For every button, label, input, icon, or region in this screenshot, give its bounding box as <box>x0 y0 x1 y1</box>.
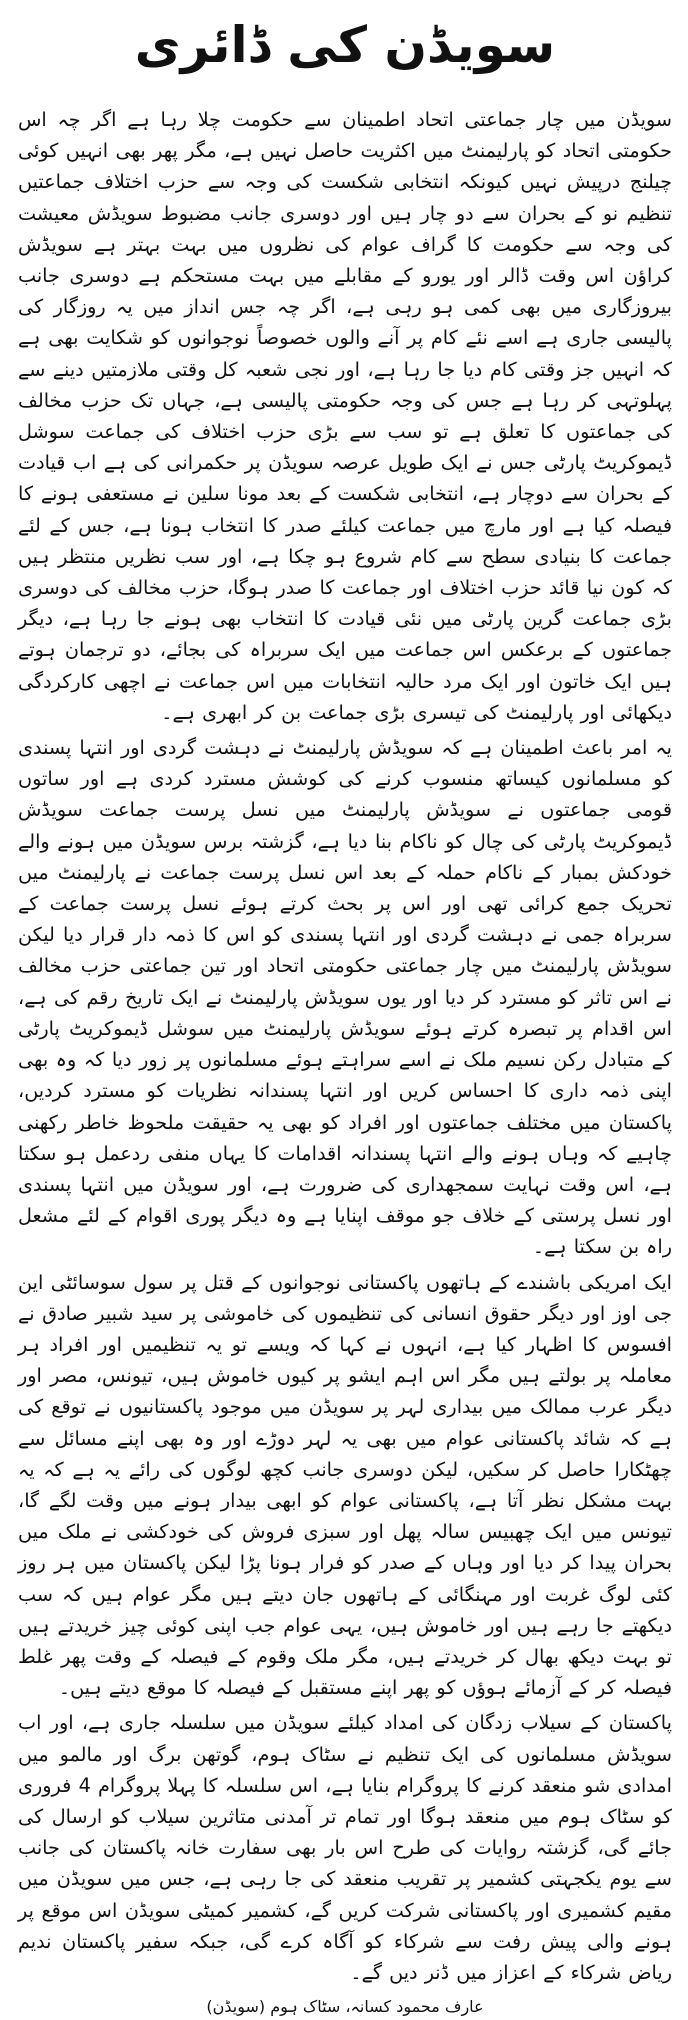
article-paragraph: یہ امر باعث اطمینان ہے کہ سویڈش پارلیمنٹ نے دہشت گردی اور انتہا پسندی کو مسلمانوں کیساتھ منسوب کرنے کی کوشش مسترد کردی ہے اور ساتوں قومی جماعتوں نے سویڈش پارلیمنٹ میں نسل پرست جماعت سویڈش ڈیموکریٹ پارٹی کی چال کو ناکام بنا دیا ہے، گزشتہ برس سویڈن میں ہونے والے خودکش بمبار کے ناکام حملہ کے بعد اس نسل پرست جماعت نے پارلیمنٹ میں تحریک جمع کرائی تھی اور اس پر بحث کرتے ہوئے نسل پرست جماعت کے سربراہ جمی نے دہشت گردی اور انتہا پسندی کو اس کا ذمہ دار قرار دیا لیکن سویڈش پارلیمنٹ میں چار جماعتی حکومتی اتحاد اور تین جماعتی حزب مخالف نے اس تاثر کو مسترد کر دیا اور یوں سویڈش پارلیمنٹ نے ایک تاریخ رقم کی ہے، اس اقدام پر تبصرہ کرتے ہوئے سویڈش پارلیمنٹ میں سوشل ڈیموکریٹ پارٹی کے متبادل رکن نسیم ملک نے اسے سراہتے ہوئے مسلمانوں پر زور دیا کہ وہ بھی اپنی ذمہ داری کا احساس کریں اور انتہا پسندانہ نظریات کو مسترد کردیں، پاکستان میں مختلف جماعتوں اور افراد کو بھی یہ حقیقت ملحوظ خاطر رکھنی چاہیے کہ وہاں ہونے والے انتہا پسندانہ اقدامات کا یہاں منفی ردعمل ہو سکتا ہے، اس وقت نہایت سمجھداری کی ضرورت ہے، اور سویڈن میں انتہا پسندی اور نسل پرستی کے خلاف جو موقف اپنایا ہے وہ دیگر پوری اقوام کے لئے مشعل راہ بن سکتا ہے۔ <box>18 736 672 1259</box>
article-title: سویڈن کی ڈائری <box>134 16 556 74</box>
article-paragraph: ایک امریکی باشندے کے ہاتھوں پاکستانی نوجوانوں کے قتل پر سول سوسائٹی این جی اوز اور دیگر حقوق انسانی کی تنظیموں کی خاموشی پر سید شبیر صادق نے افسوس کا اظہار کیا ہے، انہوں نے کہا کہ ویسے تو یہ تنظیمیں اور افراد ہر معاملہ پر بولتے ہیں مگر اس اہم ایشو پر کیوں خاموش ہیں، تیونس، مصر اور دیگر عرب ممالک میں بیداری لہر پر سویڈن میں موجود پاکستانیوں نے توقع کی ہے کہ شائد پاکستانی عوام میں بھی یہ لہر دوڑے اور وہ بھی اپنے مسائل سے چھٹکارا حاصل کر سکیں، لیکن دوسری جانب کچھ لوگوں کی رائے یہ ہے کہ یہ بہت مشکل نظر آتا ہے، پاکستانی عوام کو ابھی بیدار ہونے میں وقت لگے گا، تیونس میں ایک چھبیس سالہ پھل اور سبزی فروش کی خودکشی نے ملک میں بحران پیدا کر دیا اور وہاں کے صدر کو فرار ہونا پڑا لیکن پاکستان میں ہر روز کئی لوگ غربت اور مہنگائی کے ہاتھوں جان دیتے ہیں مگر عوام ہیں کہ سب دیکھتے جا رہے ہیں اور خاموش ہیں، یہی عوام جب اپنی کوئی چیز خریدتے ہیں تو بہت دیکھ بھال کر خریدتے ہیں، مگر ملک وقوم کے فیصلہ کے وقت پھر غلط فیصلہ کر کے آزمائے ہوؤں کو پھر اپنے مستقبل کے فیصلہ کا موقع دیتے ہیں۔ <box>18 1270 672 1700</box>
article-paragraph: پاکستان کے سیلاب زدگان کی امداد کیلئے سویڈن میں سلسلہ جاری ہے، اور اب سویڈش مسلمانوں کی ایک تنظیم نے سٹاک ہوم، گوتھن برگ اور مالمو میں امدادی شو منعقد کرنے کا پروگرام بنایا ہے، اس سلسلہ کا پہلا پروگرام 4 فروری کو سٹاک ہوم میں منعقد ہوگا اور تمام تر آمدنی متاثرین سیلاب کو ارسال کی جائے گی، گزشتہ روایات کی طرح اس بار بھی سفارت خانہ پاکستان کی جانب سے یوم یکجہتی کشمیر پر تقریب منعقد کی جا رہی ہے، جس میں سویڈن میں مقیم کشمیری اور پاکستانی شرکت کریں گے، کشمیر کمیٹی سویڈن اس موقع پر ہونے والی پیش رفت سے شرکاء کو آگاہ کرے گی، جبکہ سفیر پاکستان ندیم ریاض شرکاء کے اعزاز میں ڈنر دیں گے۔ <box>18 1711 672 1984</box>
article-paragraph: سویڈن میں چار جماعتی اتحاد اطمینان سے حکومت چلا رہا ہے اگر چہ اس حکومتی اتحاد کو پارلیمنٹ میں اکثریت حاصل نہیں ہے، مگر پھر بھی انہیں کوئی چیلنج درپیش نہیں کیونکہ انتخابی شکست کی وجہ سے حزب اختلاف جماعتیں تنظیم نو کے بحران سے دو چار ہیں اور دوسری جانب مضبوط سویڈش معیشت کی وجہ سے حکومت کا گراف عوام کی نظروں میں بہت بہتر ہے سویڈش کراؤن اس وقت ڈالر اور یورو کے مقابلے میں بہت مستحکم ہے دوسری جانب بیروزگاری میں بھی کمی ہو رہی ہے، اگر چہ جس انداز میں یہ روزگار کی پالیسی جاری ہے اسے نئے کام پر آنے والوں خصوصاً نوجوانوں کو شکایت بھی ہے کہ انہیں جز وقتی کام دیا جا رہا ہے، اور نجی شعبہ کل وقتی ملازمتیں دینے سے پہلوتہی کر رہا ہے جس کی وجہ حکومتی پالیسی ہے، جہاں تک حزب مخالف کی جماعتوں کا تعلق ہے تو سب سے بڑی حزب اختلاف کی جماعت سوشل ڈیموکریٹ پارٹی جس نے ایک طویل عرصہ سویڈن پر حکمرانی کی ہے اب قیادت کے بحران سے دوچار ہے، انتخابی شکست کے بعد مونا سلین نے مستعفی ہونے کا فیصلہ کیا ہے اور مارچ میں جماعت کیلئے صدر کا انتخاب ہونا ہے، جس کے لئے جماعت کا بنیادی سطح سے کام شروع ہو چکا ہے، اور سب نظریں منتظر ہیں کہ کون نیا قائد حزب اختلاف اور جماعت کا صدر ہوگا، حزب مخالف کی دوسری بڑی جماعت گرین پارٹی میں نئی قیادت کا انتخاب بھی ہونے جا رہا ہے، دیگر جماعتوں کے برعکس اس جماعت میں ایک سربراہ کی بجائے، دو ترجمان ہوتے ہیں ایک خاتون اور ایک مرد حالیہ انتخابات میں اس جماعت نے اچھی کارکردگی دیکھائی اور پارلیمنٹ کی تیسری بڑی جماعت بن کر ابھری ہے۔ <box>18 108 672 724</box>
article-byline: عارف محمود کسانہ، سٹاک ہوم (سویڈن) <box>206 1997 484 2017</box>
